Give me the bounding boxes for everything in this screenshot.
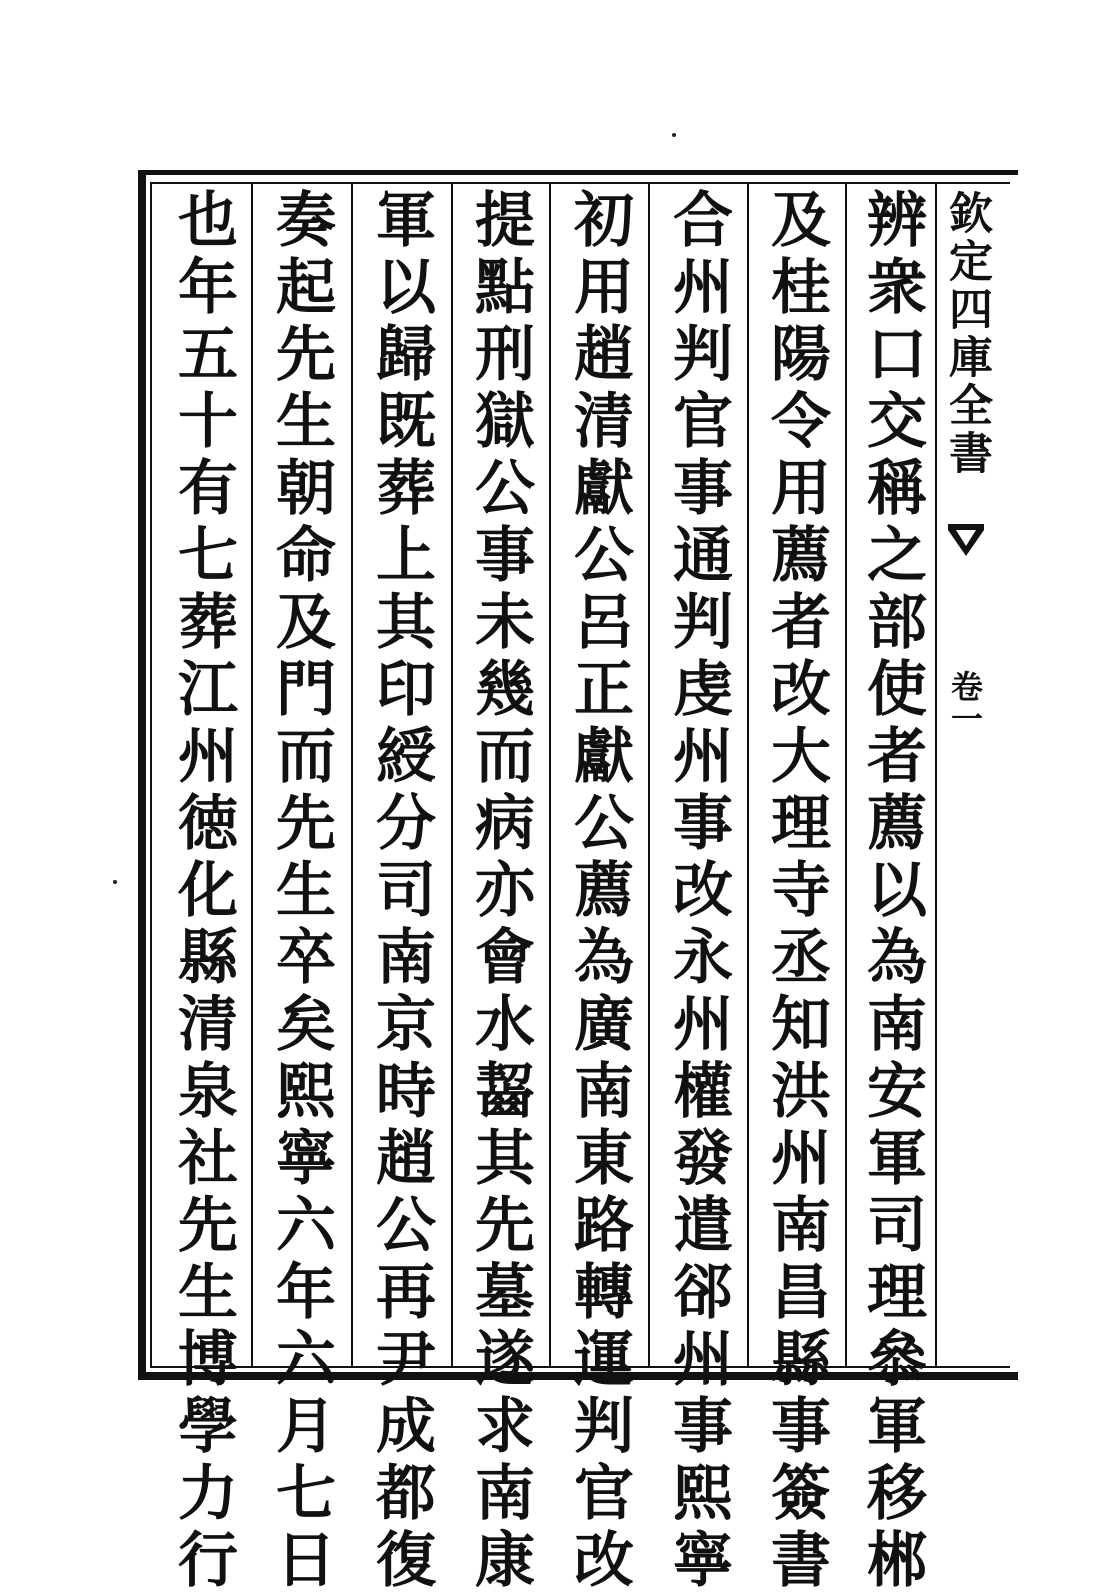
text-column-2 xyxy=(754,188,838,1595)
column-text: 辨衆口交稱之部使者薦以為南安軍司理叅軍移郴 xyxy=(857,188,927,1595)
book-title: 欽定四庫全書 xyxy=(941,190,992,478)
column-rule xyxy=(451,182,453,1368)
column-text: 合州判官事通判虔州事改永州權發遣郤州事熙寧 xyxy=(663,188,733,1595)
volume-label: 卷一 xyxy=(946,670,984,734)
column-rule xyxy=(549,182,551,1368)
column-text: 提點刑獄公事未幾而病亦會水齧其先墓遂求南康 xyxy=(465,188,535,1595)
column-text: 奏起先生朝命及門而先生卒矣熙寧六年六月七日 xyxy=(266,188,336,1595)
text-column-6 xyxy=(359,188,443,1595)
column-rule xyxy=(251,182,253,1368)
column-rule xyxy=(845,182,847,1368)
text-column-7 xyxy=(259,188,343,1595)
column-text: 軍以歸既葬上其印綬分司南京時趙公再尹成都復 xyxy=(366,188,436,1595)
text-column-8 xyxy=(161,188,245,1595)
ink-speck xyxy=(672,133,676,137)
column-text: 及桂陽令用薦者改大理寺丞知洪州南昌縣事簽書 xyxy=(761,188,831,1595)
column-rule xyxy=(351,182,353,1368)
text-column-3 xyxy=(656,188,740,1595)
column-rule xyxy=(747,182,749,1368)
column-rule xyxy=(648,182,650,1368)
column-text: 也年五十有七葬江州徳化縣清泉社先生博學力行 xyxy=(168,188,238,1595)
text-column-4 xyxy=(557,188,641,1595)
text-column-5 xyxy=(458,188,542,1595)
ink-speck xyxy=(113,880,117,884)
fish-tail-icon xyxy=(946,520,986,560)
text-column-1 xyxy=(850,188,934,1595)
column-text: 初用趙清獻公呂正獻公薦為廣南東路轉運判官改 xyxy=(564,188,634,1595)
